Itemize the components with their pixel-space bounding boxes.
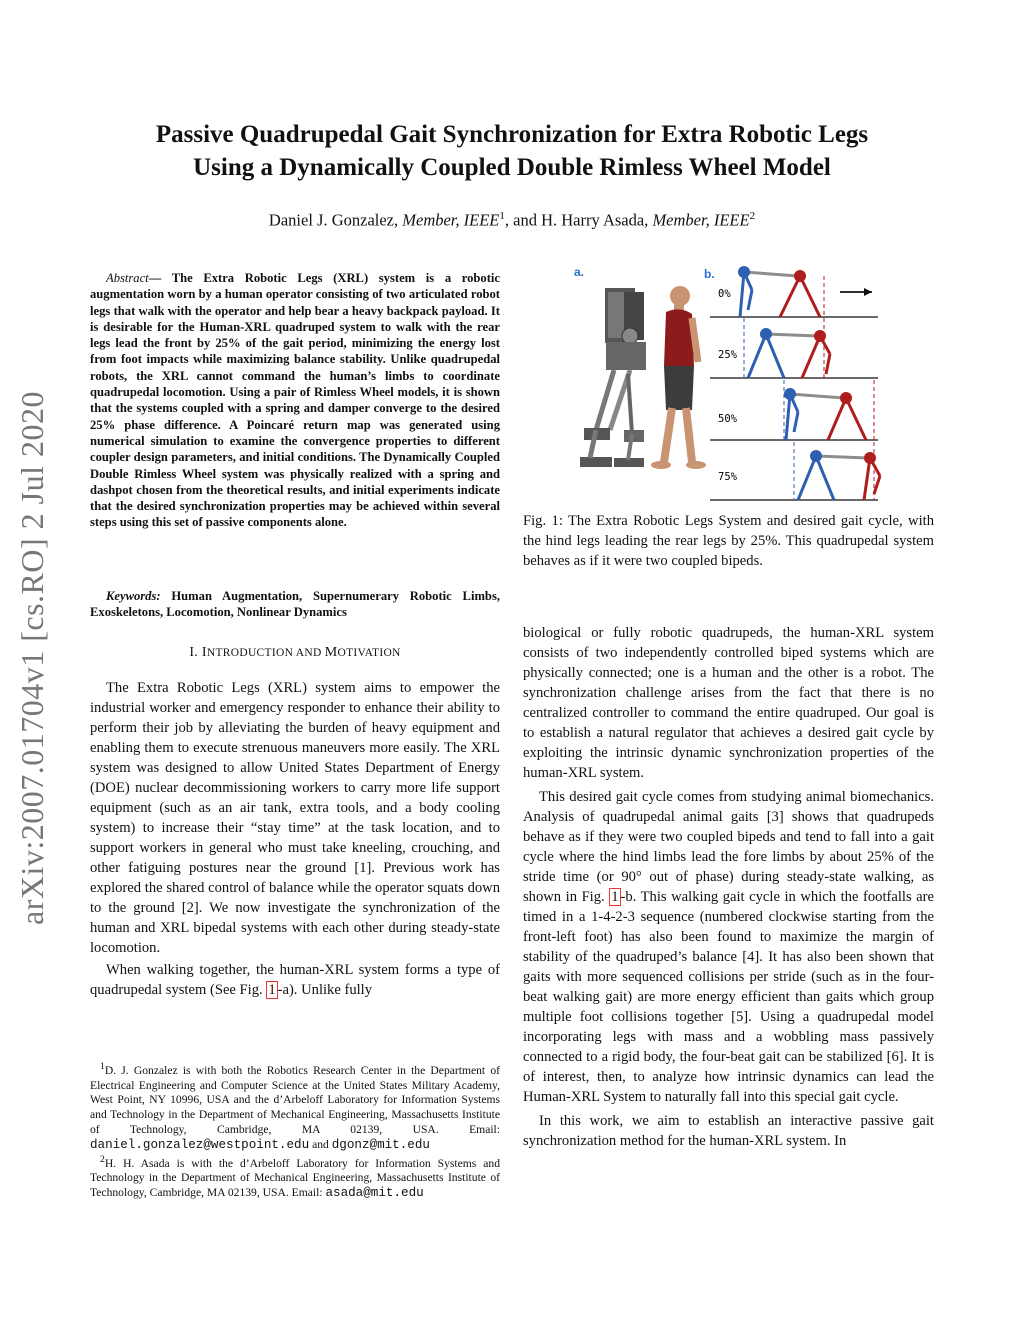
- email-gonzalez-westpoint[interactable]: daniel.gonzalez@westpoint.edu: [90, 1137, 310, 1152]
- right-column-body: [523, 623, 934, 1151]
- footnote-1-text: D. J. Gonzalez is with both the Robotics Research Center in the Department of Electrical Engineering and Computer Science at the United States Military Academy, West Point, NY 10996, USA and the d’Arbeloff Laboratory for Information Systems and Technology in the Department of Mechanical Engineering, Massachusetts Institute of Technology, Cambridge, MA 02139, USA. Email:: [90, 1063, 500, 1137]
- footnote-1: [90, 1060, 500, 1153]
- footnote-2: [90, 1153, 500, 1201]
- fig-1b-ref-link[interactable]: 1: [611, 889, 619, 905]
- authors: [60, 210, 964, 231]
- abstract-text: — The Extra Robotic Legs (XRL) system is a robotic augmentation worn by a human operator consisting of two articulated robot legs that walk with the operator and help bear a heavy backpack payload. It is desirable for the Human-XRL quadruped system to walk with the rear legs lead the front by 25% of the gait period, minimizing the energy lost from foot impacts while maximizing balance stability. Unlike quadrupedal robots, the XRL cannot command the human’s limbs to coordinate quadrupedal locomotion. Using a pair of Rimless Wheel models, it is shown that the systems coupled with a spring and damper converge to the desired 25% phase difference. A Poincaré return map was generated using numerical simulation to examine the convergence properties to different coupler design parameters, and initial conditions. The Dynamically Coupled Double Rimless Wheel system was physically realized with a spring and dashpot chosen from the theoretical results, and initial experiments indicate that the desired synchronization properties may be achieved within several steps using this set of passive components alone.: [90, 271, 500, 530]
- phase-label-0: 0%: [718, 288, 731, 300]
- title-line-2: Using a Dynamically Coupled Double Rimless Wheel Model: [193, 154, 831, 181]
- email-asada[interactable]: asada@mit.edu: [325, 1186, 424, 1201]
- author-2-role: Member, IEEE: [652, 210, 750, 230]
- paragraph-intro-2-a: When walking together, the human-XRL system forms a type of quadrupedal system (See Fig.: [90, 962, 500, 998]
- arxiv-stamp: arXiv:2007.01704v1 [cs.RO] 2 Jul 2020: [14, 390, 50, 925]
- left-column-body: [90, 678, 500, 1000]
- author-2-affil: 2: [749, 210, 756, 222]
- footnote-1-mark: 1: [100, 1061, 105, 1072]
- section-word2-cap: M: [324, 645, 338, 660]
- author-and: , and H. Harry Asada,: [504, 210, 653, 230]
- paragraph-right-3: In this work, we aim to establish an interactive passive gait synchronization method for the human-XRL system. In: [523, 1113, 934, 1149]
- footnote-2-mark: 2: [100, 1153, 105, 1165]
- paragraph-right-2: [523, 787, 934, 1107]
- title-line-1: Passive Quadrupedal Gait Synchronization for Extra Robotic Legs: [155, 121, 869, 148]
- phase-label-50: 50%: [718, 413, 737, 425]
- paragraph-right-2-a: This desired gait cycle comes from studying animal biomechanics. Analysis of quadrupedal animal gaits [3] shows that quadrupeds behave as if they were two coupled bipeds and tend to fall into a gait cycle where the hind limbs lead the fore limbs by about 25% of the stride time (or 90° out of phase) during steady-state walking, as shown in Fig.: [523, 789, 934, 905]
- figure-1: [568, 262, 904, 507]
- abstract-label: Abstract: [106, 271, 149, 285]
- footnote-1-and: and: [309, 1137, 332, 1151]
- section-word1-rest: NTRODUCTION AND: [206, 647, 325, 659]
- paper-title: [60, 118, 964, 184]
- gait-phase-panel: [710, 266, 880, 500]
- paragraph-intro-2-b: -a). Unlike fully: [277, 982, 373, 998]
- section-word1-cap: I: [201, 645, 207, 660]
- figure-label-b: b.: [704, 267, 715, 281]
- footnotes: [90, 1060, 500, 1201]
- paragraph-intro-2: [90, 960, 500, 1000]
- keywords-text: Human Augmentation, Supernumerary Robotic Limbs, Exoskeletons, Locomotion, Nonlinear Dynamics: [90, 589, 500, 620]
- paragraph-right-1: biological or fully robotic quadrupeds, the human-XRL system consists of two independently controlled biped systems which are physically connected; one is a human and the other is a robot. The synchronization challenge arises from the fact that there is no centralized controller to command the entire quadruped. Our goal is to establish a natural regulator that achieves a desired gait cycle by exploiting the intrinsic dynamic synchronization properties of the human-XRL system.: [523, 625, 934, 781]
- figure-label-a: a.: [574, 265, 585, 279]
- keywords: [90, 588, 500, 621]
- paragraph-right-2-b: -b. This walking gait cycle in which the footfalls are timed in a 1-4-2-3 sequence (numbered clockwise starting from the front-left foot) has also been found to maximize the margin of stability of the quadruped’s balance [4]. It has also been shown that gaits with more sequenced collisions per stride (such as in the four-beat walking gait) are more energy efficient than gaits which group multiple foot collisions together [5]. Using a quadrupedal model incorporating legs with mass and a wobbling mass passively connected to a rigid body, the four-beat gait can be stabilized [6]. It is of interest, then, to analyze how intrinsic dynamics can lead the Human-XRL System to naturally fall into this special gait cycle.: [523, 889, 934, 1105]
- section-number: I.: [189, 645, 202, 660]
- section-word2-rest: OTIVATION: [337, 647, 401, 659]
- author-1: Daniel J. Gonzalez,: [268, 210, 403, 230]
- author-1-affil: 1: [499, 210, 505, 222]
- phase-label-25: 25%: [718, 349, 737, 361]
- xrl-photo-illustration: [580, 286, 706, 469]
- email-gonzalez-mit[interactable]: dgonz@mit.edu: [331, 1137, 430, 1152]
- figure-1-caption: Fig. 1: The Extra Robotic Legs System and desired gait cycle, with the hind legs leading the rear legs by 25%. This quadrupedal system behaves as if it were two coupled bipeds.: [523, 513, 934, 569]
- keywords-label: Keywords:: [106, 589, 161, 603]
- phase-label-75: 75%: [718, 471, 737, 483]
- author-1-role: Member, IEEE: [402, 210, 500, 230]
- footnote-2-text: H. H. Asada is with the d’Arbeloff Laboratory for Information Systems and Technology in the Department of Mechanical Engineering, Massachusetts Institute of Technology, Cambridge, MA 02139, USA. Email:: [90, 1156, 500, 1200]
- paragraph-intro-1: The Extra Robotic Legs (XRL) system aims to empower the industrial worker and emergency responder to enhance their ability to perform their job by alleviating the burden of heavy equipment and enabling them to execute strenuous maneuvers more easily. The XRL system was designed to allow United States Department of Energy (DOE) nuclear decommissioning workers to carry more life support equipment (such as an air tank, extra tools, and a body cooling system) to increase their “stay time” at the task location, and to support workers in general who must take kneeling, crouching, and other fatiguing postures near the ground [1]. Previous work has explored the shared control of balance while the operator squats down to the ground [2]. We now investigate the synchronization of the human and XRL bipedal systems with each other during steady-state locomotion.: [90, 680, 500, 956]
- fig-1-ref-link[interactable]: 1: [268, 982, 276, 998]
- section-heading: [90, 645, 500, 661]
- abstract: [90, 270, 500, 531]
